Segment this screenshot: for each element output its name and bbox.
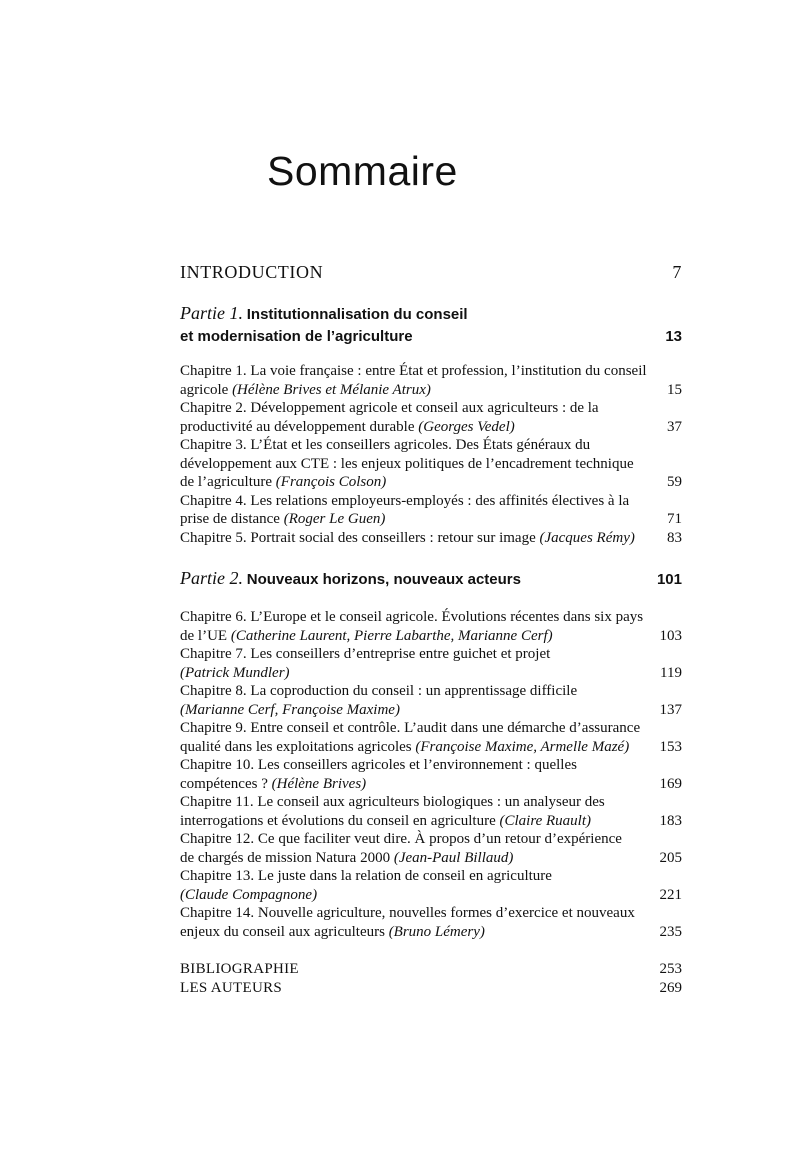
chapter-page-number: 153 (659, 738, 682, 755)
chapter-title-line: Chapitre 13. Le juste dans la relation de conseil en agriculture (180, 868, 552, 884)
chapter-author: (Patrick Mundler) (180, 664, 290, 681)
back-matter-page: 253 (659, 961, 682, 977)
chapter-last-line (180, 886, 682, 905)
chapter-last-line (180, 849, 682, 868)
chapter-author: (Claire Ruault) (499, 812, 592, 829)
part-1-title-line2: et modernisation de l’agriculture (180, 328, 413, 345)
chapter-title-line: Chapitre 10. Les conseillers agricoles et l’environnement : quelles (180, 757, 577, 773)
introduction-page: 7 (672, 262, 682, 282)
chapter-title-end (180, 886, 317, 905)
chapter-page-number: 119 (660, 664, 682, 681)
toc-chapter-entry[interactable] (180, 362, 682, 399)
back-matter-list (180, 960, 682, 998)
toc-entry-back-matter[interactable] (180, 960, 682, 979)
chapter-title-end: agricole (Hélène Brives et Mélanie Atrux) (180, 381, 431, 398)
toc-chapter-entry[interactable] (180, 867, 682, 904)
chapter-title-line: Chapitre 14. Nouvelle agriculture, nouvelles formes d’exercice et nouveaux (180, 905, 635, 921)
part-2-page: 101 (656, 571, 682, 588)
toc-chapter-entry[interactable] (180, 645, 682, 682)
chapter-title-line: Chapitre 3. L’État et les conseillers agricoles. Des États généraux du (180, 437, 591, 453)
toc-chapter-entry[interactable] (180, 608, 682, 645)
chapter-title-end: Chapitre 5. Portrait social des conseillers : retour sur image (Jacques Rémy) (180, 529, 635, 546)
chapter-title-end: interrogations et évolutions du conseil en agriculture (Claire Ruault) (180, 812, 592, 829)
chapter-page-number: 37 (667, 418, 682, 435)
toc-chapter-entry[interactable] (180, 682, 682, 719)
toc-chapter-entry[interactable] (180, 793, 682, 830)
toc-chapter-entry[interactable] (180, 830, 682, 867)
part-2-chapter-list (180, 608, 682, 941)
toc-chapter-entry[interactable] (180, 436, 682, 492)
chapter-author: (Françoise Maxime, Armelle Mazé) (415, 738, 630, 755)
chapter-last-line (180, 381, 682, 400)
chapter-title-line: Chapitre 9. Entre conseil et contrôle. L’audit dans une démarche d’assurance (180, 720, 641, 736)
chapter-last-line (180, 473, 682, 492)
chapter-page-number: 83 (667, 529, 682, 546)
chapter-title-end: productivité au développement durable (Georges Vedel) (180, 418, 515, 435)
chapter-title-line: Chapitre 6. L’Europe et le conseil agricole. Évolutions récentes dans six pays (180, 609, 644, 625)
chapter-title-end: de l’UE (Catherine Laurent, Pierre Labarthe, Marianne Cerf) (180, 627, 553, 644)
chapter-title-end (180, 664, 290, 683)
chapter-last-line (180, 775, 682, 794)
chapter-title-end: enjeux du conseil aux agriculteurs (Bruno Lémery) (180, 923, 485, 940)
chapter-page-number: 137 (659, 701, 682, 718)
chapter-last-line (180, 738, 682, 757)
chapter-title-line: Chapitre 7. Les conseillers d’entreprise entre guichet et projet (180, 646, 551, 662)
chapter-title-line: Chapitre 1. La voie française : entre État et profession, l’institution du conseil (180, 363, 647, 379)
chapter-author: (Marianne Cerf, Françoise Maxime) (180, 701, 400, 718)
part-1-page: 13 (665, 328, 682, 345)
toc-entry-back-matter[interactable] (180, 979, 682, 998)
part-2-heading[interactable] (180, 567, 682, 591)
chapter-title-line: Chapitre 4. Les relations employeurs-employés : des affinités électives à la (180, 492, 630, 509)
chapter-last-line (180, 701, 682, 720)
part-1-heading[interactable] (180, 302, 682, 348)
toc-entry-introduction[interactable] (180, 262, 682, 283)
chapter-title-line: Chapitre 12. Ce que faciliter veut dire. À propos d’un retour d’expérience (180, 831, 622, 847)
chapter-last-line (180, 812, 682, 831)
chapter-author: (Jacques Rémy) (539, 529, 635, 546)
toc-chapter-entry[interactable] (180, 399, 682, 436)
chapter-page-number: 235 (659, 923, 682, 940)
chapter-page-number: 103 (659, 627, 682, 644)
back-matter-label: LES AUTEURS (180, 980, 283, 996)
chapter-author: (Claude Compagnone) (180, 886, 318, 903)
chapter-title-end: de chargés de mission Natura 2000 (Jean-Paul Billaud) (180, 849, 514, 866)
chapter-title-line: Chapitre 2. Développement agricole et conseil aux agriculteurs : de la (180, 400, 599, 416)
chapter-page-number: 183 (659, 812, 682, 829)
chapter-page-number: 15 (667, 381, 682, 398)
chapter-title-end (180, 701, 400, 720)
toc-chapter-entry[interactable] (180, 904, 682, 941)
chapter-last-line (180, 510, 682, 529)
chapter-author: (Hélène Brives) (271, 775, 367, 792)
part-2-title: Nouveaux horizons, nouveaux acteurs (246, 571, 521, 588)
chapter-last-line (180, 529, 682, 548)
back-matter-page: 269 (659, 980, 682, 996)
introduction-label: INTRODUCTION (180, 262, 324, 282)
chapter-author: (Jean-Paul Billaud) (393, 849, 514, 866)
chapter-page-number: 59 (667, 474, 682, 490)
chapter-last-line (180, 923, 682, 942)
chapter-author: (Roger Le Guen) (283, 511, 386, 527)
chapter-title-end: qualité dans les exploitations agricoles (Françoise Maxime, Armelle Mazé) (180, 738, 630, 755)
toc-chapter-entry[interactable] (180, 492, 682, 529)
chapter-title-line: Chapitre 8. La coproduction du conseil : un apprentissage difficile (180, 683, 578, 699)
chapter-author: (Hélène Brives et Mélanie Atrux) (232, 381, 431, 398)
part-1-title-line1: Institutionnalisation du conseil (246, 306, 468, 323)
chapter-author: (Georges Vedel) (418, 418, 515, 435)
toc-chapter-entry[interactable] (180, 529, 682, 548)
part-1-chapter-list (180, 362, 682, 547)
toc-chapter-entry[interactable] (180, 756, 682, 793)
toc-chapter-entry[interactable] (180, 719, 682, 756)
part-2-label: Partie 2. (180, 568, 243, 588)
chapter-page-number: 205 (659, 849, 682, 866)
chapter-last-line (180, 627, 682, 646)
part-1-label: Partie 1. (180, 303, 243, 323)
chapter-title-end: compétences ? (Hélène Brives) (180, 775, 367, 792)
chapter-title-end: de l’agriculture (François Colson) (180, 474, 387, 490)
chapter-last-line (180, 418, 682, 437)
chapter-page-number: 71 (667, 511, 682, 527)
chapter-title-line: développement aux CTE : les enjeux politiques de l’encadrement technique (180, 455, 634, 472)
chapter-author: (François Colson) (275, 474, 387, 490)
chapter-last-line (180, 664, 682, 683)
chapter-author: (Bruno Lémery) (388, 923, 485, 940)
chapter-page-number: 169 (659, 775, 682, 792)
chapter-title-line: Chapitre 11. Le conseil aux agriculteurs biologiques : un analyseur des (180, 794, 605, 810)
back-matter-label: BIBLIOGRAPHIE (180, 961, 299, 977)
chapter-author: (Catherine Laurent, Pierre Labarthe, Marianne Cerf) (230, 627, 553, 644)
chapter-title-end: prise de distance (Roger Le Guen) (180, 511, 386, 527)
chapter-page-number: 221 (659, 886, 682, 903)
page-title: Sommaire (267, 148, 458, 194)
